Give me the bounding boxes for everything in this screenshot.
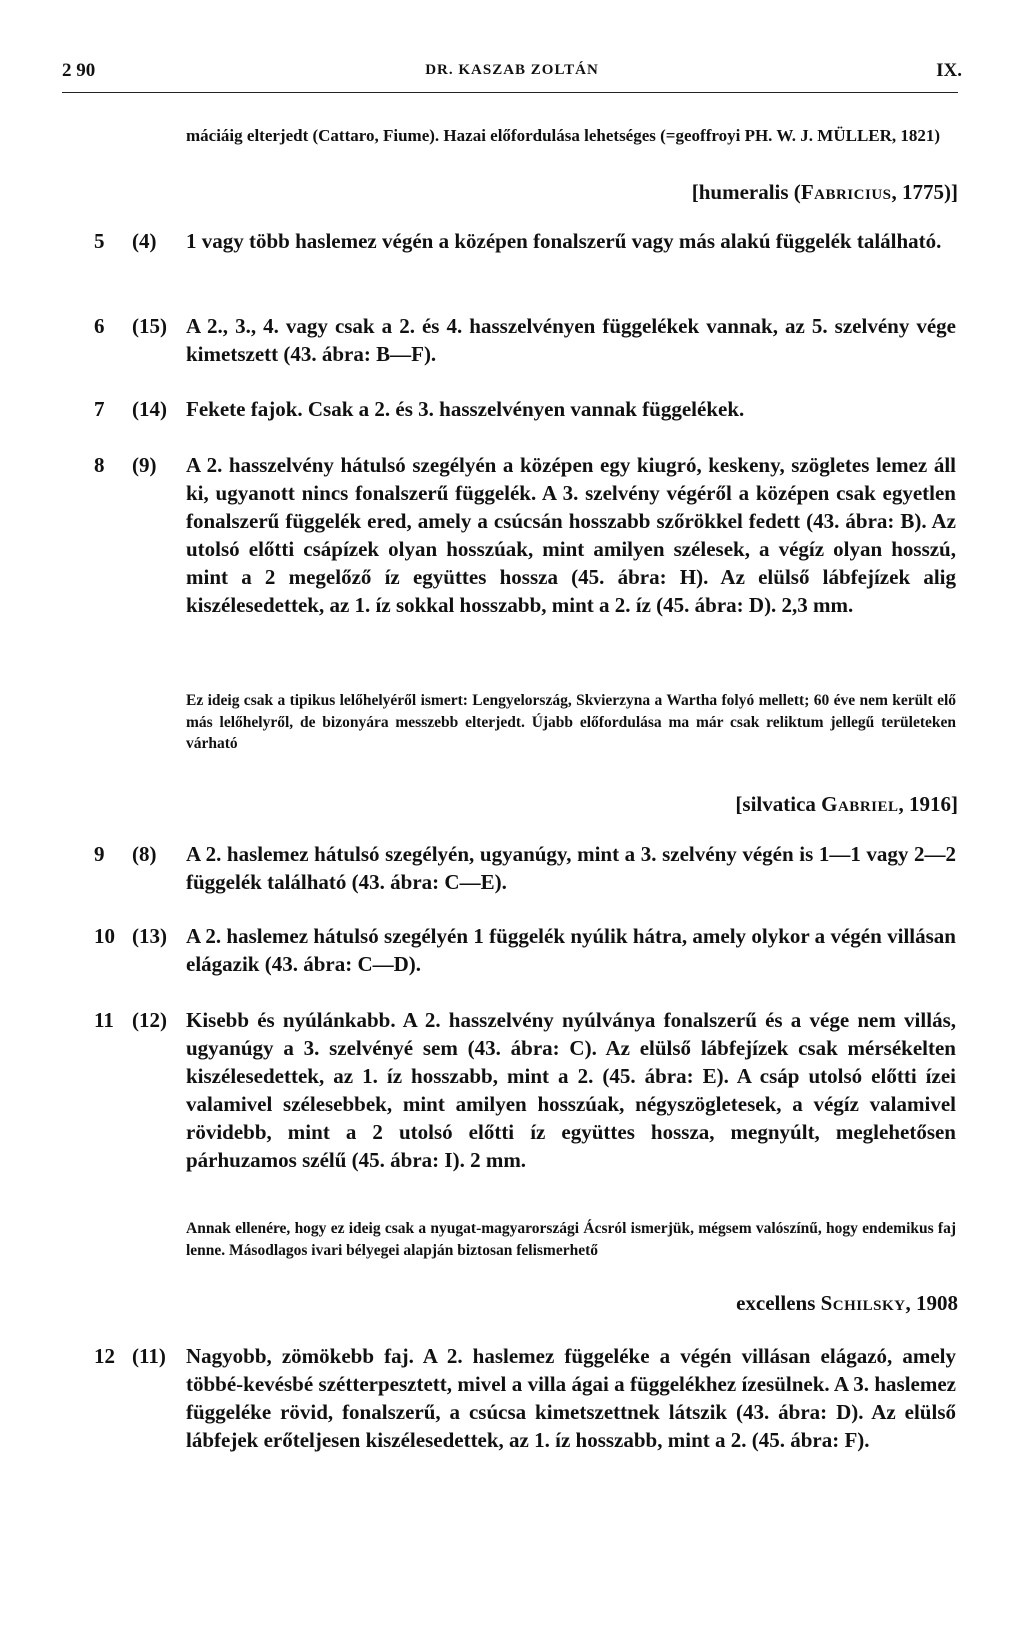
page-number: 2 90 (62, 60, 96, 81)
entry-text: 1 vagy több haslemez végén a középen fonalszerű vagy más alakú függelék található. (186, 229, 942, 253)
distribution-note-excellens: Annak ellenére, hogy ez ideig csak a nyugat-magyarországi Ácsról ismerjük, mégsem valószínű, hogy endemikus faj lenne. Másodlagos ivari bélyegei alapján biztosan felismerhető (186, 1220, 956, 1259)
entry-reference: (11) (132, 1344, 166, 1368)
entry-number: 9 (94, 842, 105, 866)
entry-reference: (14) (132, 397, 167, 421)
entry-number: 7 (94, 397, 105, 421)
header-rule (62, 92, 958, 93)
species-name-excellens: excellens Schilsky, 1908 (736, 1291, 958, 1315)
intro-paragraph: máciáig elterjedt (Cattaro, Fiume). Hazai előfordulása lehetséges (=geoffroyi PH. W. J. MÜLLER, 1821) (186, 126, 941, 145)
entry-number: 5 (94, 229, 105, 253)
entry-reference: (13) (132, 924, 167, 948)
species-name-humeralis: [humeralis (Fabricius, 1775)] (691, 180, 958, 204)
entry-number: 6 (94, 314, 105, 338)
entry-reference: (15) (132, 314, 167, 338)
entry-reference: (4) (132, 229, 157, 253)
chapter-number: IX. (936, 60, 962, 81)
entry-text: Fekete fajok. Csak a 2. és 3. hasszelvényen vannak függelékek. (186, 397, 745, 421)
distribution-note-silvatica: Ez ideig csak a tipikus lelőhelyéről ismert: Lengyelország, Skvierzyna a Wartha folyó mellett; 60 éve nem került elő más lelőhelyről, de bizonyára messzebb elterjedt. Újabb előfordulása ma már csak reliktum jellegű területeken várható (186, 692, 956, 752)
running-head (62, 60, 962, 90)
entry-text: A 2. haslemez hátulsó szegélyén, ugyanúgy, mint a 3. szelvény végén is 1—1 vagy 2—2 függelék található (43. ábra: C—E). (186, 842, 956, 894)
entry-text: A 2. hasszelvény hátulsó szegélyén a középen egy kiugró, keskeny, szögletes lemez áll ki, ugyanott nincs fonalszerű függelék. A 3. szelvény végéről a középen csak egyetlen fonalszerű függelék ered, amely a csúcsán hosszabb szőrökkel fedett (43. ábra: B). Az utolsó előtti csápízek olyan hosszúak, mint amilyen szélesek, a végíz olyan hosszú, mint a 2 megelőző íz együttes hossza (45. ábra: H). Az elülső lábfejízek alig kiszélesedettek, az 1. íz sokkal hosszabb, mint a 2. íz (45. ábra: D). 2,3 mm. (186, 453, 956, 617)
entry-text: Kisebb és nyúlánkabb. A 2. hasszelvény nyúlványa fonalszerű és a vége nem villás, ugyanúgy a 3. szelvényé sem (43. ábra: C). Az elülső lábfejízek csak mérsékelten kiszélesedettek, az 1. íz hosszabb, mint a 2. (45. ábra: E). A csáp utolsó előtti ízei valamivel szélesebbek, mint amilyen hosszúak, négyszögletesek, a végíz valamivel rövidebb, mint a 2 utolsó előtti íz együttes hossza, megnyúlt, meglehetősen párhuzamos szélű (45. ábra: I). 2 mm. (186, 1008, 956, 1172)
entry-number: 10 (94, 924, 115, 948)
entry-reference: (8) (132, 842, 157, 866)
entry-text: Nagyobb, zömökebb faj. A 2. haslemez függeléke a végén villásan elágazó, amely többé-kevésbé szétterpesztett, mivel a villa ágai a függelékhez ízesülnek. A 3. haslemez függeléke rövid, fonalszerű, a csúcsa kimetszettnek látszik (43. ábra: D). Az elülső lábfejek erőteljesen kiszélesedettek, az 1. íz hosszabb, mint a 2. (45. ábra: F). (186, 1344, 956, 1452)
entry-reference: (12) (132, 1008, 167, 1032)
entry-number: 12 (94, 1344, 115, 1368)
entry-text: A 2. haslemez hátulsó szegélyén 1 függelék nyúlik hátra, amely olykor a végén villásan elágazik (43. ábra: C—D). (186, 924, 956, 976)
entry-number: 11 (94, 1008, 114, 1032)
entry-text: A 2., 3., 4. vagy csak a 2. és 4. hasszelvényen függelékek vannak, az 5. szelvény vége kimetszett (43. ábra: B—F). (186, 314, 956, 366)
author-header: DR. KASZAB ZOLTÁN (425, 62, 599, 78)
species-name-silvatica: [silvatica Gabriel, 1916] (735, 792, 958, 816)
entry-reference: (9) (132, 453, 157, 477)
entry-number: 8 (94, 453, 105, 477)
